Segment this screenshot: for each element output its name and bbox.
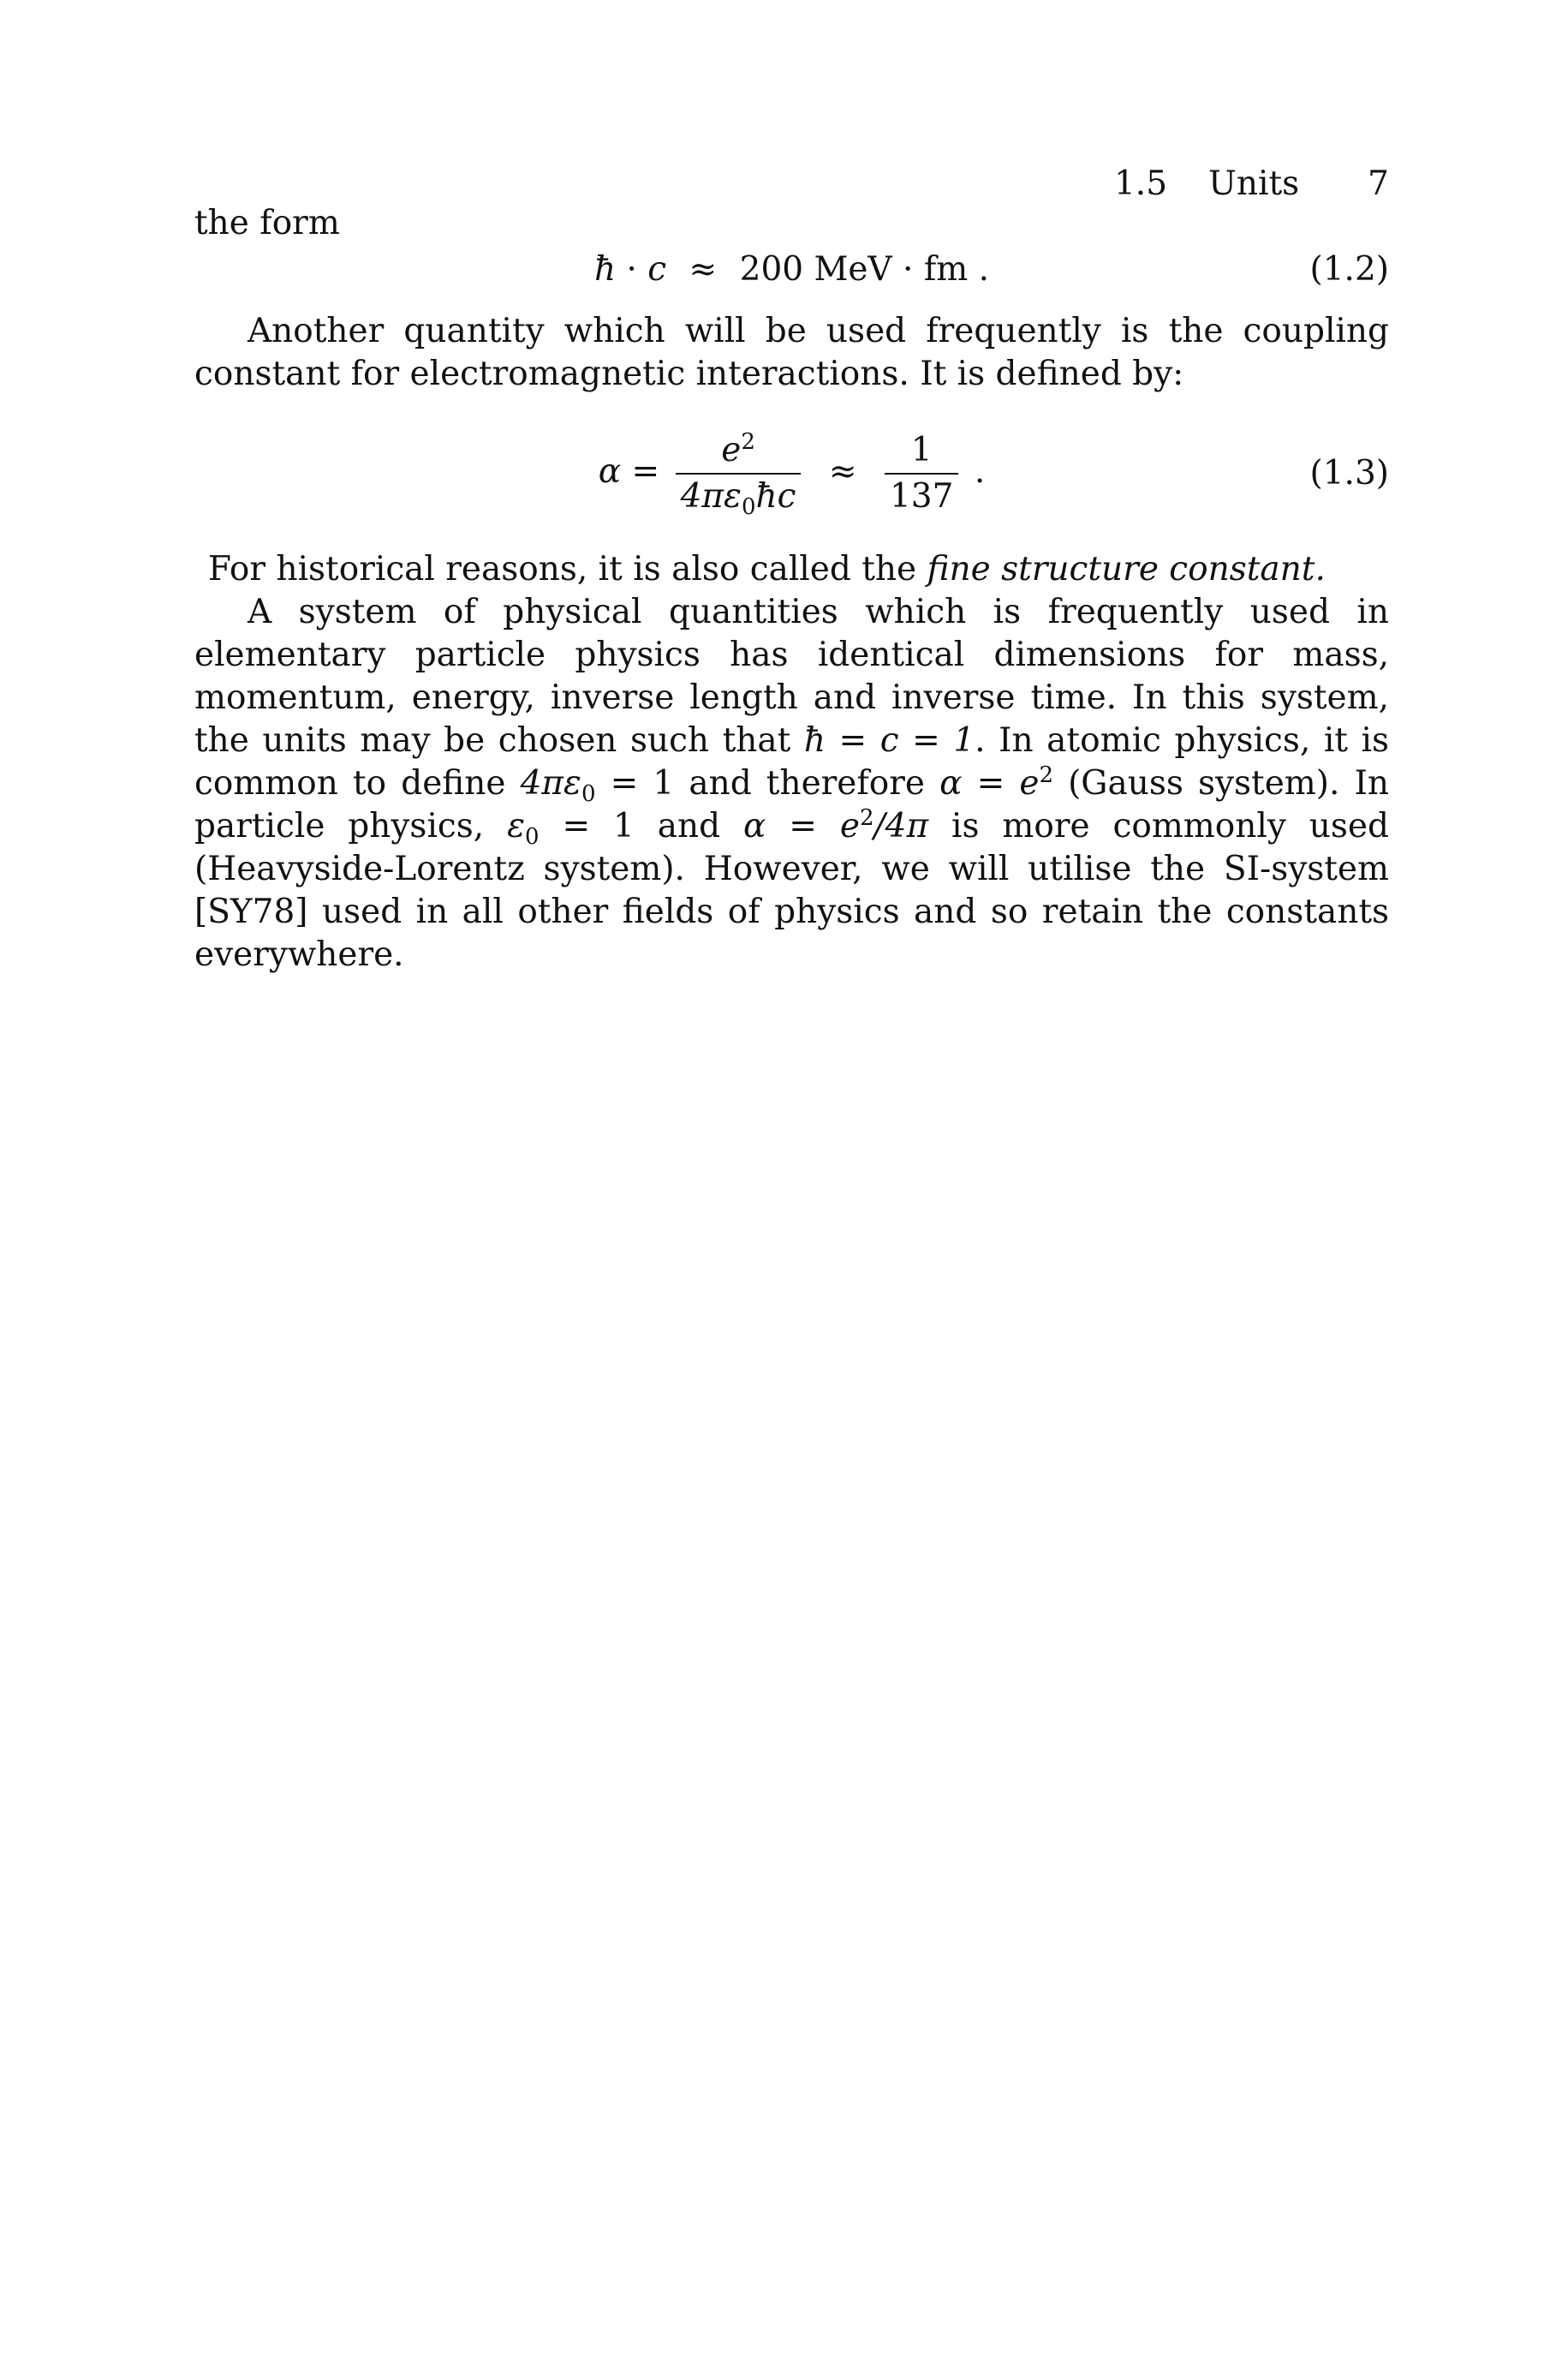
fraction-denominator: 137 xyxy=(889,477,954,516)
equals-sign: = xyxy=(631,452,660,491)
text-run: is more commonly used (Heavyside-Lorentz system). However, we will utilise the SI-system [SY78] used in all other fields of physics and so retain the constants everywhere. xyxy=(194,807,1389,974)
fine-structure-term: fine structure constant. xyxy=(927,550,1326,589)
fraction-1-over-137 xyxy=(885,428,958,519)
text-run: (Gauss system). In particle physics, xyxy=(194,764,1389,845)
text-run: . In atomic physics, it is common to define xyxy=(194,721,1390,803)
hbar-c-value: 200 MeV · fm . xyxy=(739,250,990,289)
math-run: 4πε xyxy=(520,764,581,803)
hbar-c: ħc xyxy=(755,477,796,516)
math-run: α = e xyxy=(743,807,860,845)
equation-number-1-3: (1.3) xyxy=(1309,454,1389,493)
fraction-numerator xyxy=(676,428,802,475)
math-run: ħ = c = 1 xyxy=(803,721,975,760)
section-title: Units xyxy=(1208,164,1300,203)
trailing-period: . xyxy=(974,452,986,491)
equation-1-2-body xyxy=(194,248,1389,291)
alpha-symbol: α xyxy=(598,452,622,491)
equation-1-3 xyxy=(194,428,1389,523)
running-head xyxy=(1093,120,1389,206)
paragraph-coupling: Another quantity which will be used frequently is the coupling constant for electromagnetic interactions. It is defined by: xyxy=(194,312,1389,393)
approx-sign: ≈ xyxy=(828,452,857,491)
approx-sign: ≈ xyxy=(689,250,718,289)
c-symbol: c xyxy=(647,250,667,289)
equation-1-3-body xyxy=(194,428,1389,519)
e-symbol: e xyxy=(721,431,742,469)
page-number: 7 xyxy=(1368,164,1389,203)
superscript: 2 xyxy=(859,805,874,831)
dot-operator: · xyxy=(626,250,637,289)
math-run: α = e xyxy=(939,764,1040,803)
equation-number-1-2: (1.2) xyxy=(1309,250,1389,289)
subscript: 0 xyxy=(581,781,596,807)
subscript-0: 0 xyxy=(741,494,756,520)
math-run: ε xyxy=(507,807,526,845)
superscript: 2 xyxy=(1039,762,1053,788)
fraction-denominator xyxy=(676,475,802,519)
intro-line: the form xyxy=(194,204,340,242)
math-run: = 1 xyxy=(539,807,635,845)
fraction-e2 xyxy=(676,428,802,519)
equation-1-2 xyxy=(194,248,1389,317)
math-run: = 1 xyxy=(595,764,675,803)
paragraph-unit-systems xyxy=(194,591,1389,977)
fine-structure-prefix: For historical reasons, it is also called the xyxy=(208,550,927,589)
math-run: /4π xyxy=(873,807,929,845)
fraction-numerator: 1 xyxy=(885,428,958,475)
section-number: 1.5 xyxy=(1113,164,1168,203)
text-run: A system of physical quantities which is frequently used in elementary particle physics has identical dimensions for mass, momentum, energy, inverse length and inverse time. In this system, the units may be chosen such that xyxy=(194,593,1389,760)
paragraph-fine-structure xyxy=(208,548,1326,591)
text-run: and therefore xyxy=(674,764,940,803)
subscript: 0 xyxy=(525,824,540,850)
four-pi-epsilon: 4πε xyxy=(680,477,742,516)
exponent-2: 2 xyxy=(741,429,755,455)
hbar-symbol: ħ xyxy=(593,250,617,289)
text-run: and xyxy=(634,807,744,845)
